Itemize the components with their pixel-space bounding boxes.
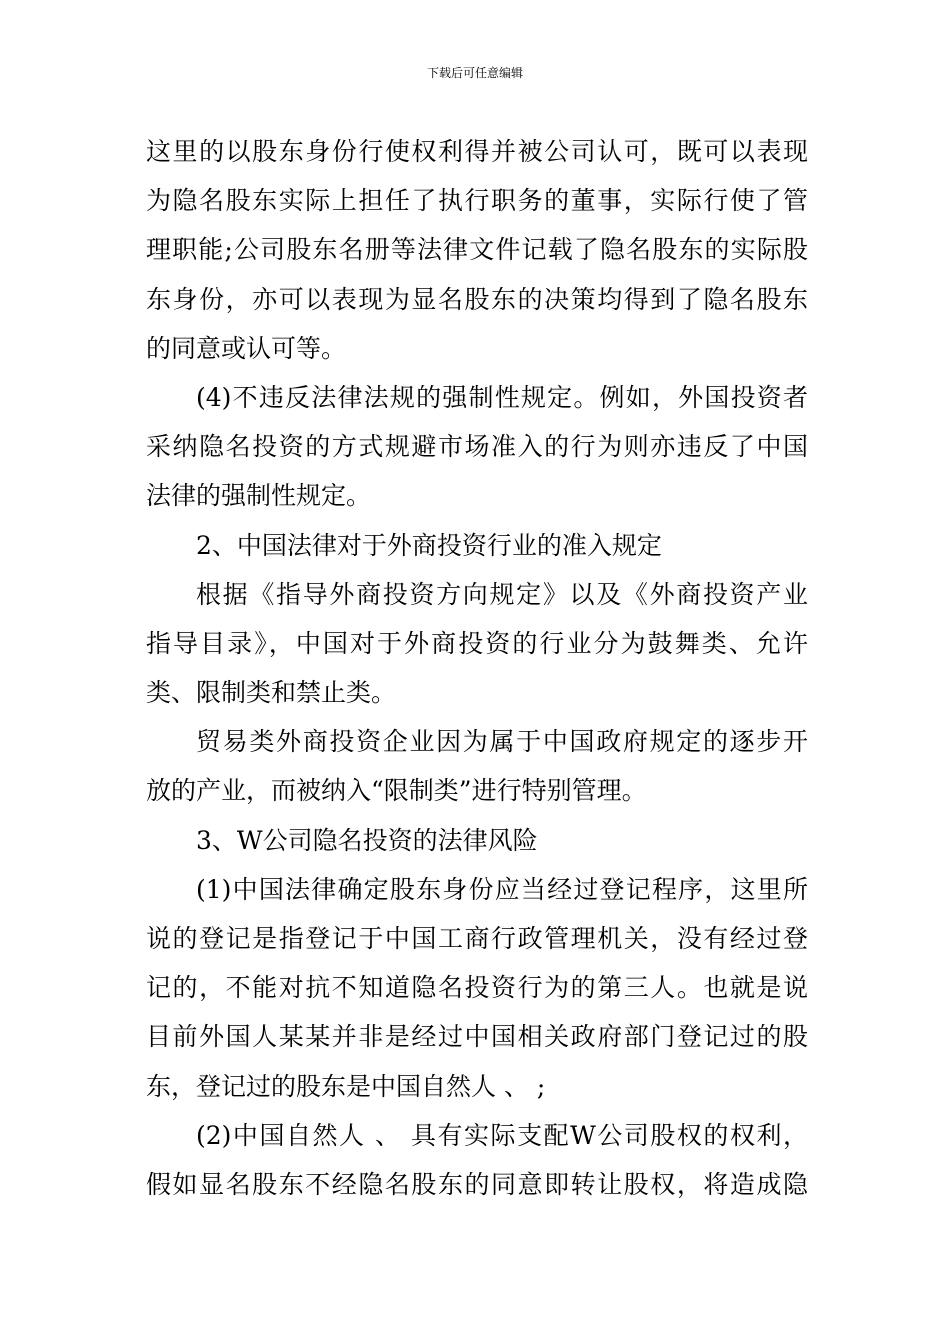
text-line: 放的产业，而被纳入“限制类”进行特别管理。 (146, 776, 647, 806)
text-line: 贸易类外商投资企业因为属于中国政府规定的逐步开 (196, 727, 808, 757)
text-line: 记的，不能对抗不知道隐名投资行为的第三人。也就是说 (146, 973, 808, 1003)
text-line: 为隐名股东实际上担任了执行职务的董事，实际行使了管 (146, 186, 808, 216)
text-line: (2)中国自然人 、 具有实际支配W公司股权的权利， (196, 1120, 808, 1150)
text-line: 的同意或认可等。 (146, 333, 347, 363)
text-line: (4)不违反法律法规的强制性规定。例如，外国投资者 (196, 382, 808, 412)
text-line: 理职能;公司股东名册等法律文件记载了隐名股东的实际股 (146, 235, 808, 265)
text-line: 东，登记过的股东是中国自然人 、 ; (146, 1071, 546, 1101)
text-line: 2、中国法律对于外商投资行业的准入规定 (196, 530, 662, 560)
text-line: 3、W公司隐名投资的法律风险 (196, 825, 538, 855)
page-header: 下载后可任意编辑 (426, 66, 523, 80)
text-line: 目前外国人某某并非是经过中国相关政府部门登记过的股 (146, 1022, 808, 1052)
text-line: 指导目录》，中国对于外商投资的行业分为鼓舞类、允许 (146, 628, 808, 658)
document-body (146, 127, 808, 1209)
text-line: 东身份，亦可以表现为显名股东的决策均得到了隐名股东 (146, 284, 808, 314)
text-line: (1)中国法律确定股东身份应当经过登记程序，这里所 (196, 874, 808, 904)
text-line: 根据《指导外商投资方向规定》以及《外商投资产业 (196, 579, 808, 609)
text-line: 这里的以股东身份行使权利得并被公司认可，既可以表现 (146, 137, 808, 166)
text-line: 法律的强制性规定。 (146, 481, 372, 511)
text-line: 类、限制类和禁止类。 (146, 678, 397, 708)
text-line: 假如显名股东不经隐名股东的同意即转让股权，将造成隐 (146, 1169, 808, 1199)
text-line: 采纳隐名投资的方式规避市场准入的行为则亦违反了中国 (146, 432, 808, 462)
text-line: 说的登记是指登记于中国工商行政管理机关，没有经过登 (146, 924, 808, 953)
